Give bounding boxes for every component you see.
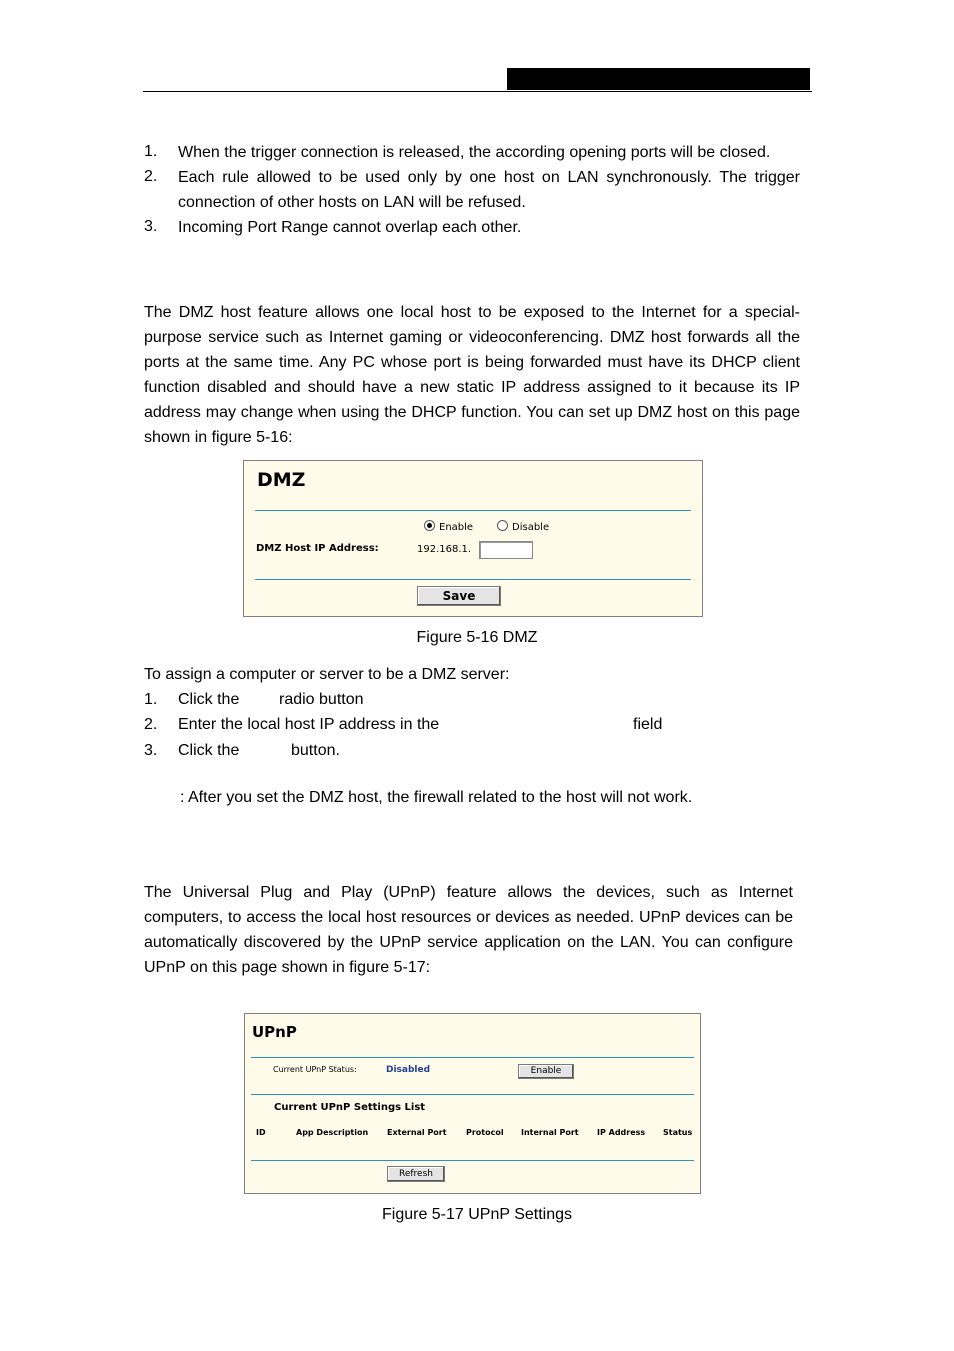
upnp-intro-paragraph: The Universal Plug and Play (UPnP) feature allows the devices, such as Internet computers, to access the local host resources or devices as needed. UPnP devices can be automatically discovered by the UPnP service application on the LAN. You can configure UPnP on this page shown in figure 5-17: <box>144 884 793 976</box>
disable-radio-label: Disable <box>512 522 550 533</box>
step-text: Enter the local host IP address in the <box>178 716 440 733</box>
enable-upnp-button[interactable]: Enable <box>518 1064 574 1079</box>
list-number: 2. <box>144 168 158 185</box>
column-header: ID <box>256 1128 266 1137</box>
panel-divider <box>251 1094 694 1095</box>
dmz-intro-paragraph: The DMZ host feature allows one local host to be exposed to the Internet for a special-purpose service such as Internet gaming or videoconferencing. DMZ host forwards all the ports at the same time. Any PC whose port is being forwarded must have its DHCP client function disabled and should have a new static IP address assigned to it because its IP address may change when using the DHCP function. You can set up DMZ host on this page shown in figure 5-16: <box>144 304 800 446</box>
radio-unselected-icon <box>497 520 508 531</box>
list-number: 3. <box>144 218 158 235</box>
upnp-status-value: Disabled <box>386 1065 431 1075</box>
panel-title: DMZ <box>257 469 306 491</box>
column-header: IP Address <box>597 1128 646 1137</box>
column-header: External Port <box>387 1128 447 1137</box>
dmz-steps-intro: To assign a computer or server to be a DMZ server: <box>144 666 510 683</box>
step-text: button. <box>291 742 340 759</box>
upnp-figure-caption: Figure 5-17 UPnP Settings <box>381 1206 573 1223</box>
dmz-figure-caption: Figure 5-16 DMZ <box>416 629 538 646</box>
upnp-panel <box>244 1013 701 1194</box>
list-item: When the trigger connection is released, the according opening ports will be closed. <box>178 144 771 161</box>
panel-divider <box>251 1160 694 1161</box>
header-rule <box>143 91 812 92</box>
dmz-panel <box>243 460 703 617</box>
upnp-status-label: Current UPnP Status: <box>273 1065 357 1074</box>
save-button[interactable]: Save <box>417 586 501 606</box>
dmz-note: : After you set the DMZ host, the firewall related to the host will not work. <box>180 789 693 806</box>
upnp-list-title: Current UPnP Settings List <box>274 1102 426 1113</box>
step-text: field <box>633 716 663 733</box>
panel-divider <box>255 510 691 511</box>
ip-prefix: 192.168.1. <box>417 544 472 555</box>
list-number: 1. <box>144 143 158 160</box>
panel-divider <box>255 579 691 580</box>
enable-radio-label: Enable <box>439 522 474 533</box>
header-bar <box>507 68 810 90</box>
step-text: Click the <box>178 691 240 708</box>
list-number: 3. <box>144 742 158 759</box>
host-ip-label: DMZ Host IP Address: <box>256 543 379 554</box>
step-text: Click the <box>178 742 240 759</box>
refresh-button[interactable]: Refresh <box>387 1166 445 1182</box>
step-text: radio button <box>279 691 364 708</box>
disable-radio[interactable] <box>497 520 549 533</box>
panel-divider <box>251 1057 694 1058</box>
list-item: Each rule allowed to be used only by one host on LAN synchronously. The trigger connection of other hosts on LAN will be refused. <box>178 169 800 211</box>
list-item: Incoming Port Range cannot overlap each other. <box>178 219 522 236</box>
enable-radio[interactable] <box>424 520 473 533</box>
host-ip-input[interactable] <box>479 541 533 559</box>
column-header: App Description <box>296 1128 369 1137</box>
panel-title: UPnP <box>252 1023 297 1041</box>
column-header: Internal Port <box>521 1128 579 1137</box>
column-header: Protocol <box>466 1128 504 1137</box>
list-number: 1. <box>144 691 158 708</box>
list-number: 2. <box>144 716 158 733</box>
column-header: Status <box>663 1128 693 1137</box>
radio-selected-icon <box>424 520 435 531</box>
